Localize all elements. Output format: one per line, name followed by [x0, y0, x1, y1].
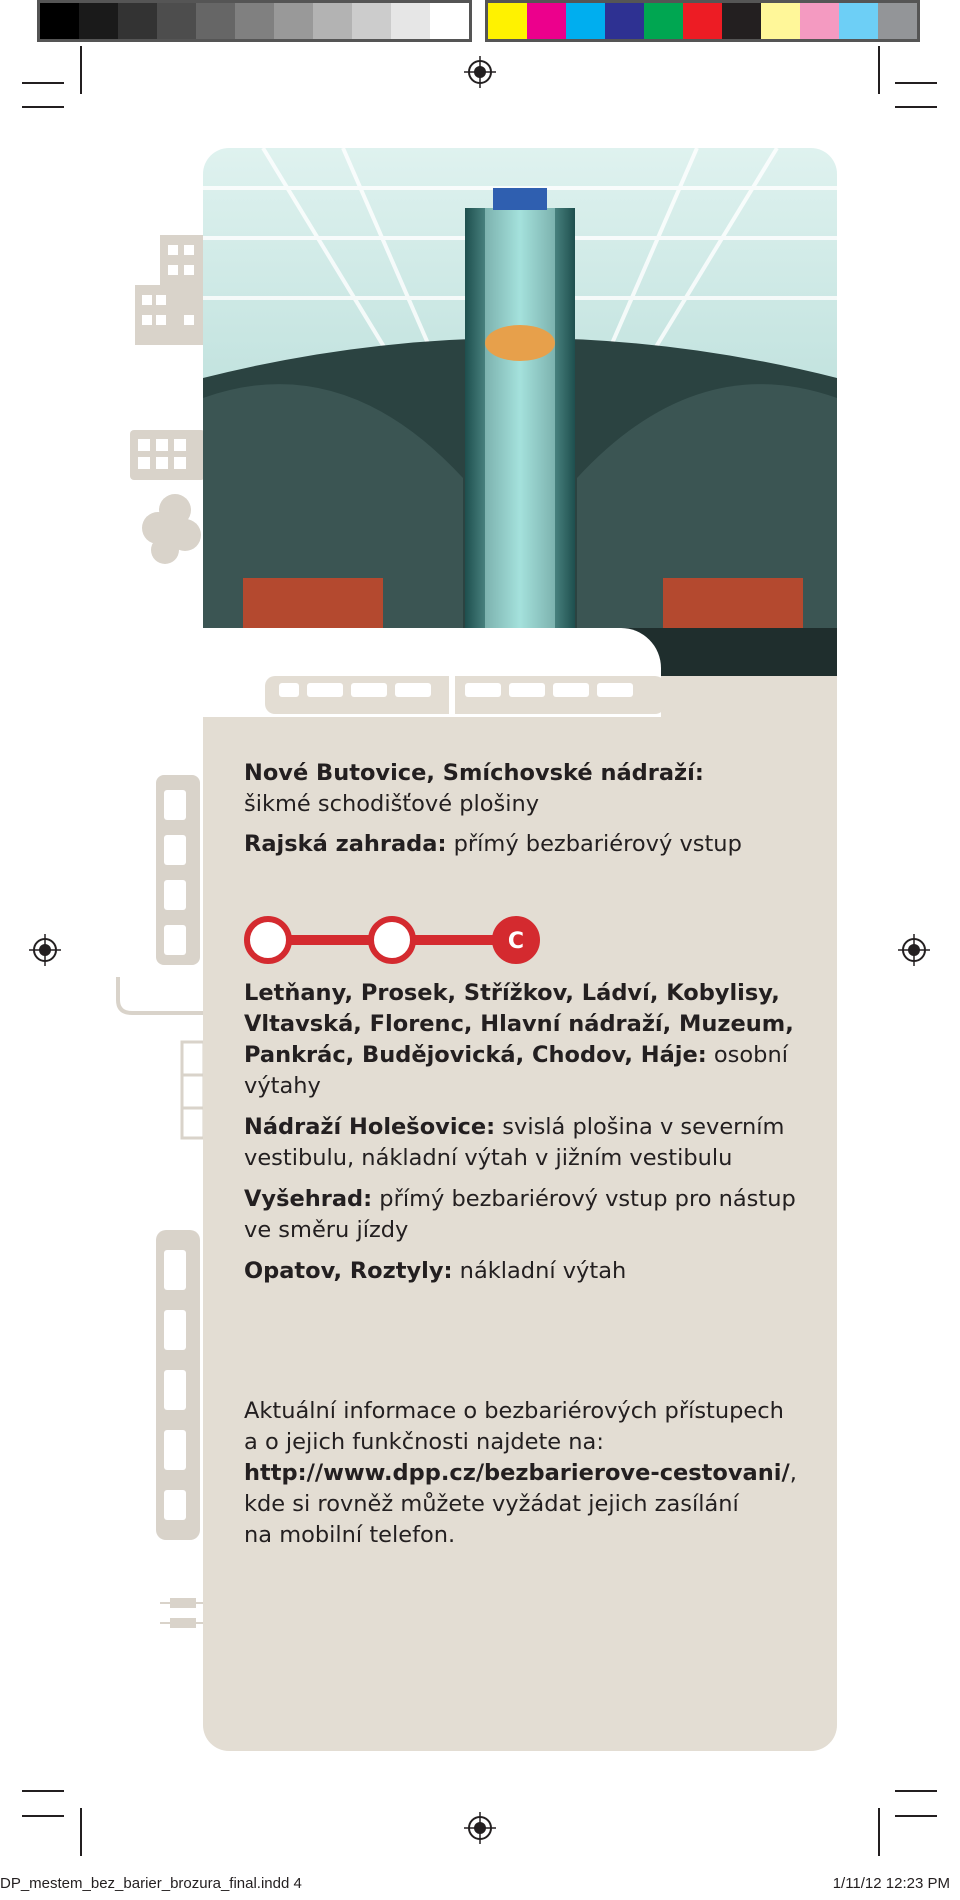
color-swatch: [761, 3, 800, 39]
building-silhouette-icon: [120, 230, 210, 350]
color-swatch: [683, 3, 722, 39]
color-swatch: [488, 3, 527, 39]
accessibility-note: šikmé schodišťové plošiny: [244, 791, 540, 817]
crop-mark: [895, 1790, 937, 1792]
color-swatch: [391, 3, 430, 39]
station-names: Opatov, Roztyly:: [244, 1258, 453, 1284]
color-swatch: [430, 3, 469, 39]
station-names: Nádraží Holešovice:: [244, 1114, 496, 1140]
registration-mark-icon: [464, 56, 496, 88]
info-text: Aktuální informace o bezbariérových přístupech: [244, 1398, 784, 1424]
process-color-bar: [485, 0, 920, 42]
info-text: ,: [789, 1460, 797, 1486]
crop-mark: [22, 1790, 64, 1792]
color-swatch: [79, 3, 118, 39]
color-swatch: [566, 3, 605, 39]
station-names: Letňany, Prosek, Střížkov, Ládví, Kobylisy,: [244, 980, 780, 1006]
color-swatch: [722, 3, 761, 39]
station-names: Vyšehrad:: [244, 1186, 373, 1212]
accessibility-note: svislá plošina v severním: [495, 1114, 785, 1140]
grayscale-color-bar: [37, 0, 472, 42]
crop-mark: [22, 106, 64, 108]
info-url-link[interactable]: http://www.dpp.cz/bezbarierove-cestovani/: [244, 1460, 790, 1486]
color-swatch: [157, 3, 196, 39]
registration-mark-icon: [29, 934, 61, 966]
tram-front-silhouette-icon: [150, 1225, 204, 1545]
color-swatch: [196, 3, 235, 39]
color-swatch: [527, 3, 566, 39]
crop-mark: [878, 46, 880, 94]
info-text: na mobilní telefon.: [244, 1522, 456, 1548]
info-text: kde si rovněž můžete vyžádat jejich zasílání: [244, 1491, 739, 1517]
color-swatch: [40, 3, 79, 39]
color-swatch: [605, 3, 644, 39]
registration-mark-icon: [898, 934, 930, 966]
print-datetime: 1/11/12 12:23 PM: [832, 1875, 950, 1892]
color-swatch: [839, 3, 878, 39]
color-swatch: [274, 3, 313, 39]
color-swatch: [878, 3, 917, 39]
tram-silhouette-icon: [265, 672, 665, 718]
accessibility-note: výtahy: [244, 1073, 321, 1099]
color-swatch: [118, 3, 157, 39]
station-names: Nové Butovice, Smíchovské nádraží:: [244, 760, 704, 786]
accessibility-note: vestibulu, nákladní výtah v jižním vestibulu: [244, 1145, 733, 1171]
tram-front-silhouette-icon: [150, 770, 204, 970]
print-slug: [0, 1872, 960, 1900]
elevator-photo: [203, 148, 837, 676]
color-swatch: [800, 3, 839, 39]
crop-mark: [878, 1808, 880, 1856]
line-c-stations-section: [244, 978, 804, 1287]
info-text: a o jejich funkčnosti najdete na:: [244, 1429, 604, 1455]
plug-silhouette-icon: [158, 1590, 208, 1640]
stations-section: [244, 758, 804, 860]
metro-line-c-icon: [244, 915, 544, 965]
color-swatch: [313, 3, 352, 39]
registration-mark-icon: [464, 1812, 496, 1844]
color-swatch: [352, 3, 391, 39]
file-name: DP_mestem_bez_barier_brozura_final.indd 4: [0, 1875, 302, 1892]
crop-mark: [895, 106, 937, 108]
tree-silhouette-icon: [130, 490, 210, 570]
accessibility-note: ve směru jízdy: [244, 1217, 409, 1243]
cable-silhouette-icon: [110, 975, 210, 1020]
glass-elevator-image: [203, 148, 837, 676]
crop-mark: [80, 1808, 82, 1856]
station-names: Vltavská, Florenc, Hlavní nádraží, Muzeum,: [244, 1011, 794, 1037]
crop-mark: [895, 82, 937, 84]
station-names: Pankrác, Budějovická, Chodov, Háje:: [244, 1042, 707, 1068]
info-section: [244, 1396, 804, 1551]
accessibility-note: přímý bezbariérový vstup pro nástup: [372, 1186, 796, 1212]
crop-mark: [22, 1815, 64, 1817]
crop-mark: [895, 1815, 937, 1817]
line-c-badge: C: [507, 929, 525, 954]
crop-mark: [22, 82, 64, 84]
crop-mark: [80, 46, 82, 94]
accessibility-note: osobní: [706, 1042, 788, 1068]
color-swatch: [644, 3, 683, 39]
accessibility-note: přímý bezbariérový vstup: [446, 831, 742, 857]
station-names: Rajská zahrada:: [244, 831, 447, 857]
color-swatch: [235, 3, 274, 39]
building-silhouette-icon: [120, 425, 210, 485]
accessibility-note: nákladní výtah: [452, 1258, 627, 1284]
